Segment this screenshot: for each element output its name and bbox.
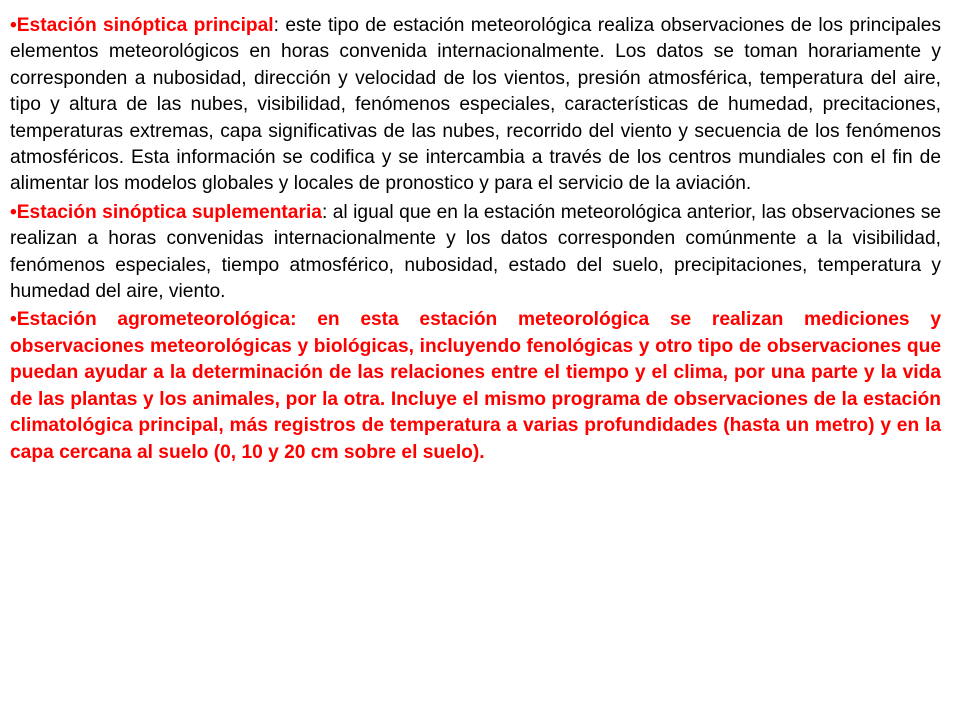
slide-content — [10, 13, 941, 468]
paragraph-synoptic-supplementary — [10, 200, 941, 306]
paragraph-body: : al igual que en la estación meteorológica anterior, las observaciones se realizan a horas convenidas internacionalmente y los datos corresponden comúnmente a la visibilidad, fenómenos especiales, tiempo atmosférico, nubosidad, estado del suelo, precipitaciones, temperatura y humedad del aire, viento. — [10, 201, 941, 303]
paragraph-synoptic-main — [10, 13, 941, 198]
bullet-marker: • — [10, 201, 17, 223]
paragraph-body: : este tipo de estación meteorológica realiza observaciones de los principales elementos meteorológicos en horas convenida internacionalmente. Los datos se toman horariamente y corresponden a nubosidad, dirección y velocidad de los vientos, presión atmosférica, temperatura del aire, tipo y altura de las nubes, visibilidad, fenómenos especiales, características de humedad, precitaciones, temperaturas extremas, capa significativas de las nubes, recorrido del viento y secuencia de los fenómenos atmosféricos. Esta información se codifica y se intercambia a través de los centros mundiales con el fin de alimentar los modelos globales y locales de pronostico y para el servicio de la aviación. — [10, 15, 942, 195]
paragraph-agrometeorological — [10, 307, 941, 465]
paragraph-text: Estación agrometeorológica: en esta estación meteorológica se realizan mediciones y observaciones meteorológicas y biológicas, incluyendo fenológicas y otro tipo de observaciones que puedan ayudar a la determinación de las relaciones entre el tiempo y el clima, por una parte y la vida de las plantas y los animales, por la otra. Incluye el mismo programa de observaciones de la estación climatológica principal, más registros de temperatura a varias profundidades (hasta un metro) y en la capa cercana al suelo (0, 10 y 20 cm sobre el suelo). — [10, 309, 941, 463]
bullet-marker: • — [10, 15, 17, 36]
paragraph-heading: Estación sinóptica suplementaria — [16, 201, 322, 223]
paragraph-heading: Estación sinóptica principal — [16, 15, 274, 36]
bullet-marker: • — [10, 309, 17, 331]
